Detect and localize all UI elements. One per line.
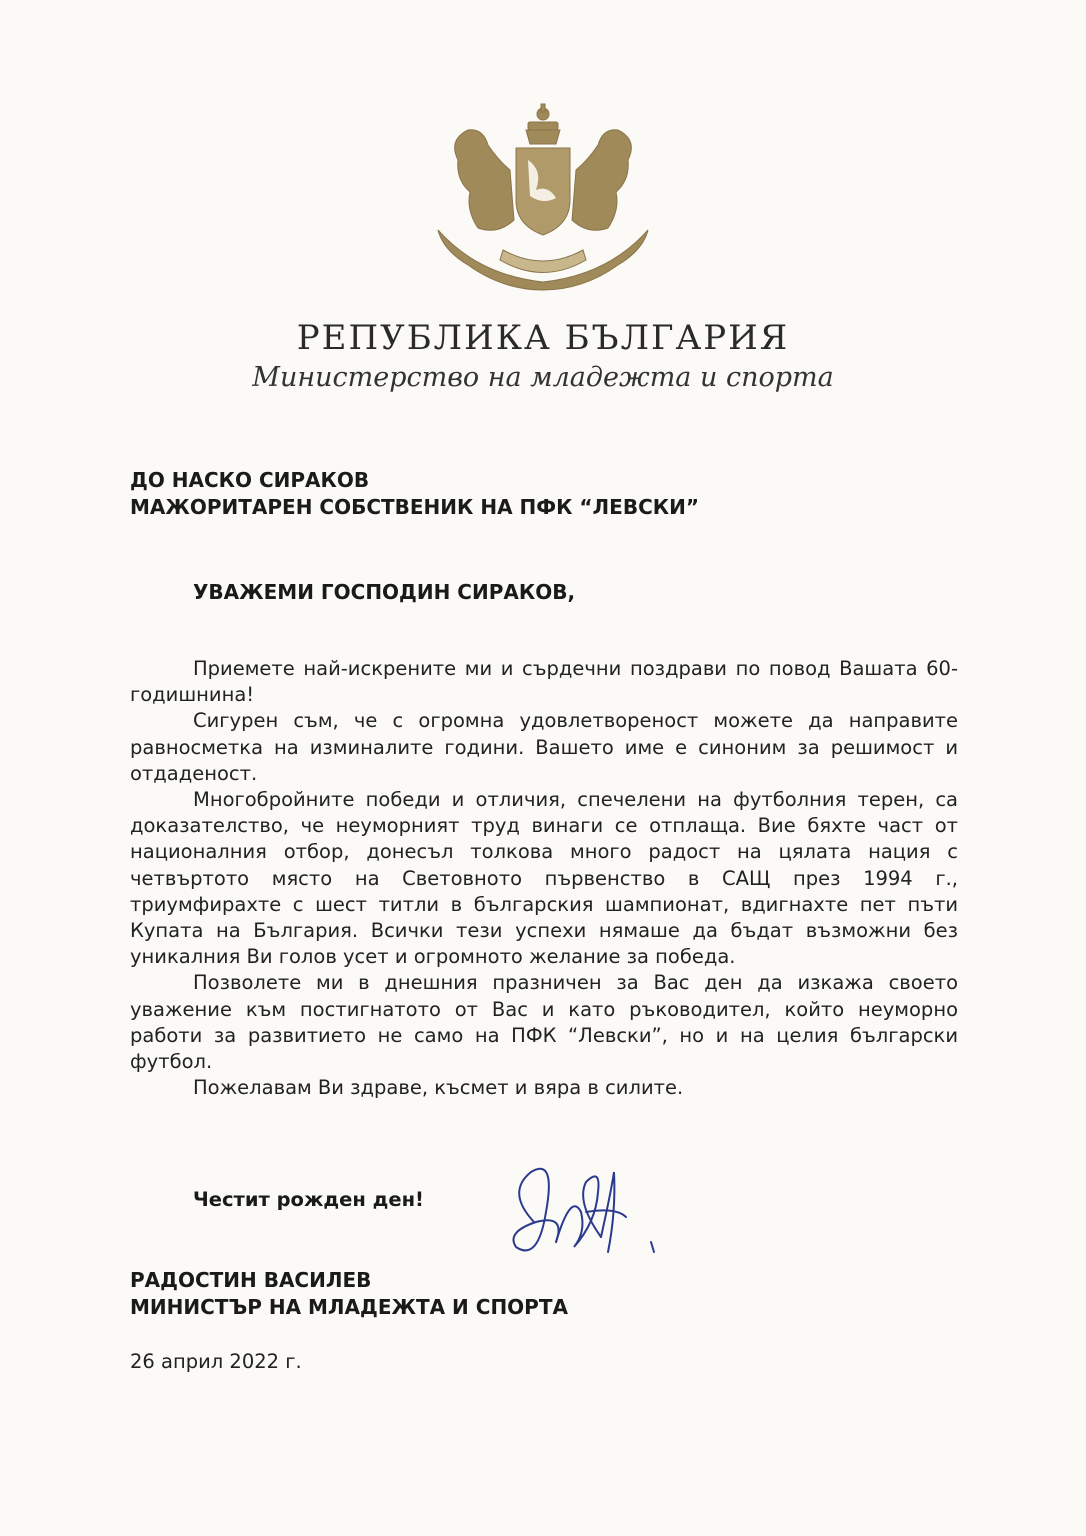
signer-title: МИНИСТЪР НА МЛАДЕЖТА И СПОРТА xyxy=(130,1295,568,1319)
recipient-name: ДО НАСКО СИРАКОВ xyxy=(130,468,370,492)
paragraph: Сигурен съм, че с огромна удовлетвореност можете да направите равносметка на изминалите години. Вашето име е синоним за решимост и отдаденост. xyxy=(130,709,958,785)
letter-date: 26 април 2022 г. xyxy=(130,1350,302,1373)
coat-of-arms-icon xyxy=(418,100,668,300)
recipient-title: МАЖОРИТАРЕН СОБСТВЕНИК НА ПФК “ЛЕВСКИ” xyxy=(130,495,699,519)
closing-wish: Честит рожден ден! xyxy=(193,1188,424,1211)
paragraph: Приемете най-искрените ми и сърдечни поздрави по повод Вашата 60-годишнина! xyxy=(130,657,958,707)
paragraph: Позволете ми в днешния празничен за Вас ден да изкажа своето уважение към постигнатото от Вас и като ръководител, който неуморно работи за развитието не само на ПФК “Левски”, но и на целия български футбол. xyxy=(130,971,958,1074)
letter-body xyxy=(130,656,958,1101)
paragraph: Пожелавам Ви здраве, късмет и вяра в силите. xyxy=(193,1076,684,1100)
ministry-subtitle: Министерство на младежта и спорта xyxy=(252,362,834,393)
country-title: РЕПУБЛИКА БЪЛГАРИЯ xyxy=(296,318,790,358)
signer-name: РАДОСТИН ВАСИЛЕВ xyxy=(130,1268,372,1292)
signature-icon xyxy=(486,1152,666,1282)
paragraph: Многобройните победи и отличия, спечелени на футболния терен, са доказателство, че неуморният труд винаги се отплаща. Вие бяхте част от националния отбор, донесъл толкова много радост на цялата нация с четвъртото място на Световното първенство в САЩ през 1994 г., триумфирахте с шест титли в българския шампионат, вдигнахте пет пъти Купата на България. Всички тези успехи нямаше да бъдат възможни без уникалния Ви голов усет и огромното желание за победа. xyxy=(130,788,958,969)
salutation: УВАЖЕМИ ГОСПОДИН СИРАКОВ, xyxy=(193,580,576,604)
